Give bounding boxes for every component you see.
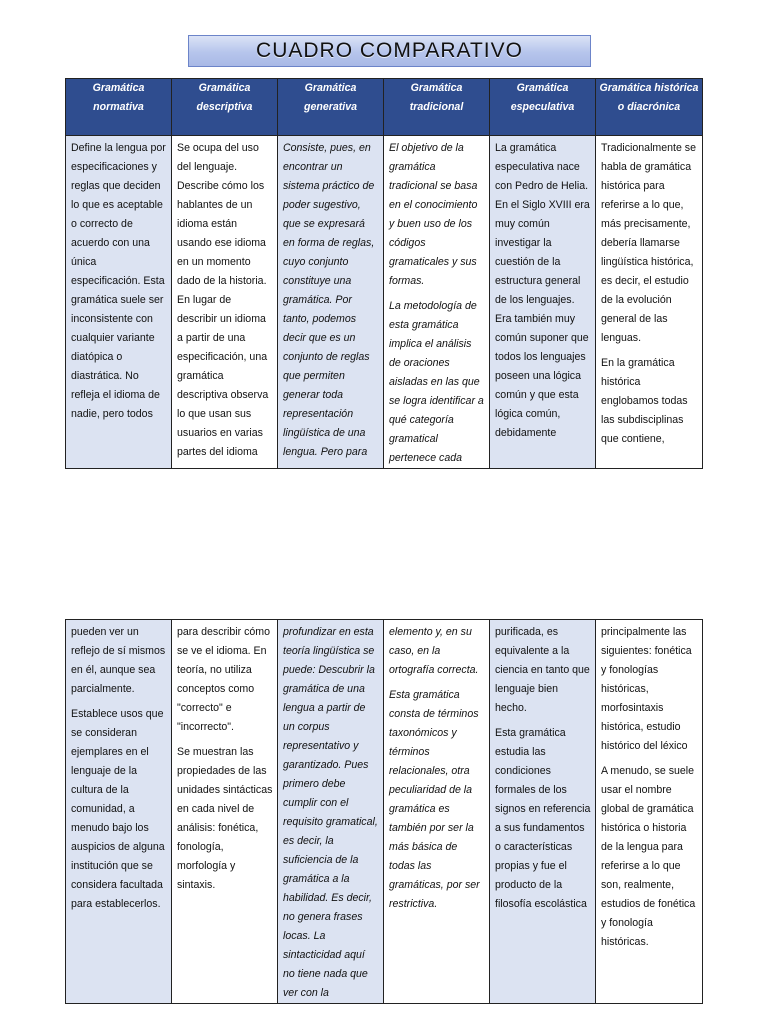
page-title: CUADRO COMPARATIVO [256,39,523,62]
paragraph: Se ocupa del uso del lenguaje. Describe cómo los hablantes de un idioma están usando ese idioma en un momento dado de la historia. En lugar de describir un idioma a partir de una especificación, una gramática descriptiva observa lo que usan sus usuarios en varias partes del idioma [177,142,269,458]
cell-tradicional [384,620,490,1004]
header-especulativa: Gramática especulativa [490,79,596,136]
cell-generativa [278,136,384,469]
cell-generativa [278,620,384,1004]
paragraph: para describir cómo se ve el idioma. En teoría, no utiliza conceptos como "correcto" e "incorrecto". [177,626,271,733]
paragraph: Define la lengua por especificaciones y reglas que deciden lo que es aceptable o correcto de acuerdo con una única especificación. Esta gramática suele ser inconsistente con cualquier variante diatópica o diastrática. No refleja el idioma de nadie, pero todos [71,142,166,420]
header-normativa: Gramática normativa [66,79,172,136]
table-row [66,620,703,1004]
cell-especulativa [490,136,596,469]
paragraph: Tradicionalmente se habla de gramática histórica para referirse a lo que, más precisamente, debería llamarse lingüística histórica, es decir, el estudio de la evolución general de las lenguas. [601,142,696,344]
paragraph: El objetivo de la gramática tradicional se basa en el conocimiento y buen uso de los códigos gramaticales y sus formas. [389,142,478,287]
header-generativa: Gramática generativa [278,79,384,136]
header-descriptiva: Gramática descriptiva [172,79,278,136]
paragraph: purificada, es equivalente a la ciencia en tanto que lenguaje bien hecho. [495,626,590,714]
cell-historica [596,136,703,469]
header-historica: Gramática histórica o diacrónica [596,79,703,136]
comparison-table-part-2 [65,619,703,1004]
paragraph: Consiste, pues, en encontrar un sistema práctico de poder sugestivo, que se expresará en forma de reglas, cuyo conjunto constituye una gramática. Por tanto, podemos decir que es un conjunto de reglas que permiten generar toda representación lingüística de una lengua. Pero para [283,142,375,458]
paragraph: A menudo, se suele usar el nombre global de gramática histórica o historia de la lengua para referirse a lo que son, realmente, estudios de fonética y fonología históricas. [601,765,696,948]
paragraph: La metodología de esta gramática implica el análisis de oraciones aisladas en las que se logra identificar a qué categoría gramatical pertenece cada [389,300,484,464]
paragraph: Esta gramática consta de términos taxonómicos y términos relacionales, otra peculiaridad de la gramática es también por ser la más básica de todas las gramáticas, por ser restrictiva. [389,689,480,910]
table-row [66,136,703,469]
cell-descriptiva [172,136,278,469]
paragraph: Se muestran las propiedades de las unidades sintácticas en cada nivel de análisis: fonética, fonología, morfología y sintaxis. [177,746,273,891]
paragraph: Establece usos que se consideran ejemplares en el lenguaje de la cultura de la comunidad, a menudo bajo los auspicios de alguna institución que se considera facultada para establecerlos. [71,708,165,910]
paragraph: profundizar en esta teoría lingüística se puede: Descubrir la gramática de una lengua a partir de un corpus representativo y garantizado. Pues primero debe cumplir con el requisito gramatical, es decir, la suficiencia de la gramática a la habilidad. Es decir, no genera frases locas. La sintacticidad aquí no tiene nada que ver con la [283,626,378,999]
paragraph: pueden ver un reflejo de sí mismos en él, aunque sea parcialmente. [71,626,166,695]
comparison-table-part-1 [65,78,703,469]
header-tradicional: Gramática tradicional [384,79,490,136]
paragraph: En la gramática histórica englobamos todas las subdisciplinas que contiene, [601,357,688,445]
cell-normativa [66,136,172,469]
paragraph: La gramática especulativa nace con Pedro de Helia. En el Siglo XVIII era muy común investigar la cuestión de la estructura general de los lenguajes. Era también muy común suponer que todos los lenguajes poseen una lógica común y que esta lógica común, debidamente [495,142,590,439]
paragraph: Esta gramática estudia las condiciones formales de los signos en referencia a sus fundamentos o características propias y fue el producto de la filosofía escolástica [495,727,591,910]
cell-tradicional [384,136,490,469]
paragraph: principalmente las siguientes: fonética y fonologías históricas, morfosintaxis histórica, estudio histórico del léxico [601,626,692,752]
cell-descriptiva [172,620,278,1004]
cell-especulativa [490,620,596,1004]
header-row [66,79,703,136]
title-box [188,35,591,67]
cell-historica [596,620,703,1004]
paragraph: elemento y, en su caso, en la ortografía correcta. [389,626,479,676]
cell-normativa [66,620,172,1004]
